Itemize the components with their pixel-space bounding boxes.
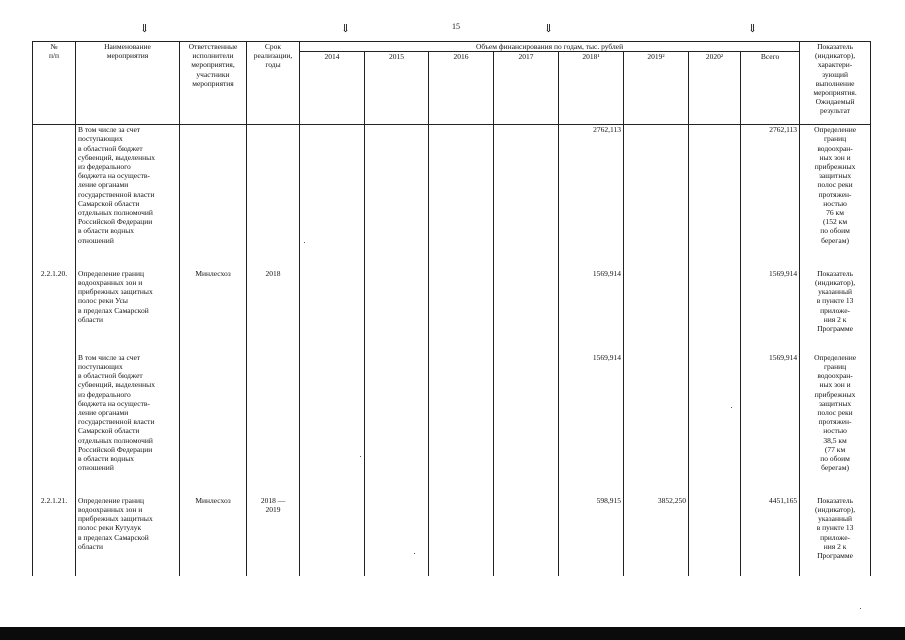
row-2015 <box>365 125 429 269</box>
row-2018: 598,915 <box>559 496 624 576</box>
header-year-2018: 2018¹ <box>559 52 624 125</box>
row-total: 1569,914 <box>741 269 800 353</box>
header-year-2014: 2014 <box>300 52 365 125</box>
row-2014 <box>300 353 365 496</box>
row-2016 <box>429 496 494 576</box>
page-number: 15 <box>452 22 460 31</box>
scan-speck <box>304 242 305 243</box>
header-funding: Объем финансирования по годам, тыс. рублей <box>300 42 800 52</box>
row-total: 1569,914 <box>741 353 800 496</box>
header-responsible: Ответственные исполнители мероприятия, участники мероприятия <box>180 42 247 125</box>
header-year-2019: 2019² <box>624 52 689 125</box>
row-name: В том числе за счет поступающих в областной бюджет субвенций, выделенных из федерального бюджета на осуществ- ление органами государственной власти Самарской области отдельных полномочий Российской Федерации в области водных отношений <box>76 125 180 269</box>
row-2016 <box>429 269 494 353</box>
row-2015 <box>365 269 429 353</box>
row-num: 2.2.1.21. <box>33 496 76 576</box>
page-mark-1: ⇓ <box>140 23 150 35</box>
scan-speck <box>731 407 732 408</box>
table-row <box>33 125 871 269</box>
row-2020 <box>689 269 741 353</box>
row-2019 <box>624 269 689 353</box>
row-indicator: Определение границ водоохран- ных зон и прибрежных защитных полос реки протяжен- ностью 38,5 км (77 км по обоим берегам) <box>800 353 871 496</box>
row-total: 2762,113 <box>741 125 800 269</box>
header-num: № п/п <box>33 42 76 125</box>
table-header <box>33 42 871 125</box>
row-term <box>247 125 300 269</box>
row-total: 4451,165 <box>741 496 800 576</box>
row-2017 <box>494 125 559 269</box>
table-row <box>33 353 871 496</box>
header-total: Всего <box>741 52 800 125</box>
row-term: 2018 — 2019 <box>247 496 300 576</box>
row-2020 <box>689 353 741 496</box>
row-2020 <box>689 496 741 576</box>
header-year-2015: 2015 <box>365 52 429 125</box>
row-2016 <box>429 353 494 496</box>
row-2017 <box>494 269 559 353</box>
row-num <box>33 125 76 269</box>
row-2015 <box>365 353 429 496</box>
header-year-2020: 2020² <box>689 52 741 125</box>
scan-speck <box>860 608 861 609</box>
header-name: Наименование мероприятия <box>76 42 180 125</box>
row-2016 <box>429 125 494 269</box>
row-2018: 1569,914 <box>559 353 624 496</box>
row-2019 <box>624 353 689 496</box>
row-num <box>33 353 76 496</box>
funding-table <box>32 41 871 576</box>
row-responsible <box>180 125 247 269</box>
row-responsible: Минлесхоз <box>180 269 247 353</box>
row-2018: 1569,914 <box>559 269 624 353</box>
page-mark-4: ⇓ <box>748 23 758 35</box>
row-num: 2.2.1.20. <box>33 269 76 353</box>
row-2019 <box>624 125 689 269</box>
row-2019: 3852,250 <box>624 496 689 576</box>
row-2015 <box>365 496 429 576</box>
row-indicator: Показатель (индикатор), указанный в пункте 13 приложе- ния 2 к Программе <box>800 496 871 576</box>
table-row <box>33 269 871 353</box>
row-term: 2018 <box>247 269 300 353</box>
page-mark-2: ⇓ <box>341 23 351 35</box>
page-mark-3: ⇓ <box>544 23 554 35</box>
row-2014 <box>300 269 365 353</box>
row-2017 <box>494 353 559 496</box>
row-2014 <box>300 125 365 269</box>
table-row <box>33 496 871 576</box>
row-2017 <box>494 496 559 576</box>
row-2014 <box>300 496 365 576</box>
header-term: Срок реализации, годы <box>247 42 300 125</box>
header-indicator: Показатель (индикатор), характери- зующий выполнение мероприятия. Ожидаемый результат <box>800 42 871 125</box>
row-indicator: Определение границ водоохран- ных зон и прибрежных защитных полос реки протяжен- ностью 76 км (152 км по обоим берегам) <box>800 125 871 269</box>
scan-speck <box>414 553 415 554</box>
row-name: Определение границ водоохранных зон и прибрежных защитных полос реки Кутулук в пределах Самарской области <box>76 496 180 576</box>
row-term <box>247 353 300 496</box>
row-name: В том числе за счет поступающих в областной бюджет субвенций, выделенных из федерального бюджета на осуществ- ление органами государственной власти Самарской области отдельных полномочий Российской Федерации в области водных отношений <box>76 353 180 496</box>
row-2020 <box>689 125 741 269</box>
row-name: Определение границ водоохранных зон и прибрежных защитных полос реки Усы в пределах Самарской области <box>76 269 180 353</box>
scan-bottom-edge <box>0 627 905 640</box>
header-year-2017: 2017 <box>494 52 559 125</box>
header-year-2016: 2016 <box>429 52 494 125</box>
row-responsible <box>180 353 247 496</box>
row-indicator: Показатель (индикатор), указанный в пункте 13 приложе- ния 2 к Программе <box>800 269 871 353</box>
row-responsible: Минлесхоз <box>180 496 247 576</box>
row-2018: 2762,113 <box>559 125 624 269</box>
scan-speck <box>360 456 361 457</box>
